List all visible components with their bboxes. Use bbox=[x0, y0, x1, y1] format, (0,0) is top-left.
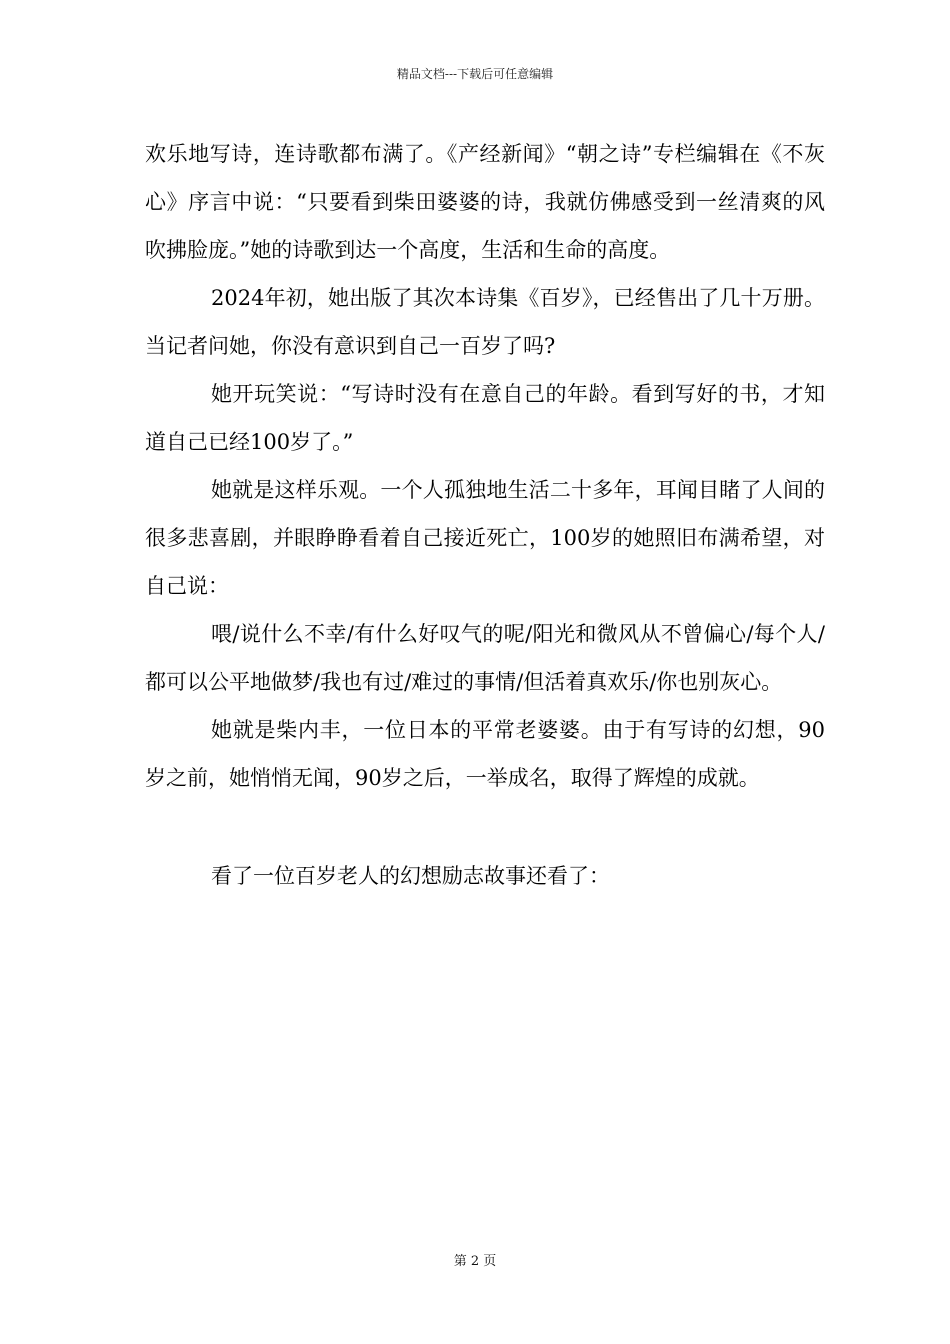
paragraph-second-collection: 2024年初，她出版了其次本诗集《百岁》，已经售出了几十万册。当记者问她，你没有意识到自己一百岁了吗? bbox=[145, 286, 825, 358]
page-number: 2 bbox=[470, 1254, 480, 1269]
paragraph-poem: 喂/说什么不幸/有什么好叹气的呢/阳光和微风从不曾偏心/每个人/都可以公平地做梦/我也有过/难过的事情/但活着真欢乐/你也别灰心。 bbox=[145, 622, 825, 694]
paragraph-related: 看了一位百岁老人的幻想励志故事还看了： bbox=[211, 864, 610, 888]
paragraph-identity: 她就是柴内丰，一位日本的平常老婆婆。由于有写诗的幻想，90岁之前，她悄悄无闻，90岁之后，一举成名，取得了辉煌的成就。 bbox=[145, 718, 825, 790]
document-body bbox=[145, 130, 825, 900]
paragraph-continuation: 欢乐地写诗，连诗歌都布满了。《产经新闻》“朝之诗”专栏编辑在《不灰心》序言中说：“只要看到柴田婆婆的诗，我就仿佛感受到一丝清爽的风吹拂脸庞。”她的诗歌到达一个高度，生活和生命的高度。 bbox=[145, 142, 825, 262]
page-header bbox=[0, 66, 950, 82]
page-footer bbox=[0, 1253, 950, 1271]
paragraph-joke: 她开玩笑说：“写诗时没有在意自己的年龄。看到写好的书，才知道自己已经100岁了。” bbox=[145, 382, 825, 454]
footer-prefix: 第 bbox=[453, 1254, 467, 1269]
header-text: 精品文档---下载后可任意编辑 bbox=[396, 67, 554, 81]
paragraph-optimism: 她就是这样乐观。一个人孤独地生活二十多年，耳闻目睹了人间的很多悲喜剧，并眼睁睁看着自己接近死亡，100岁的她照旧布满希望，对自己说： bbox=[145, 478, 825, 598]
footer-suffix: 页 bbox=[483, 1254, 497, 1269]
